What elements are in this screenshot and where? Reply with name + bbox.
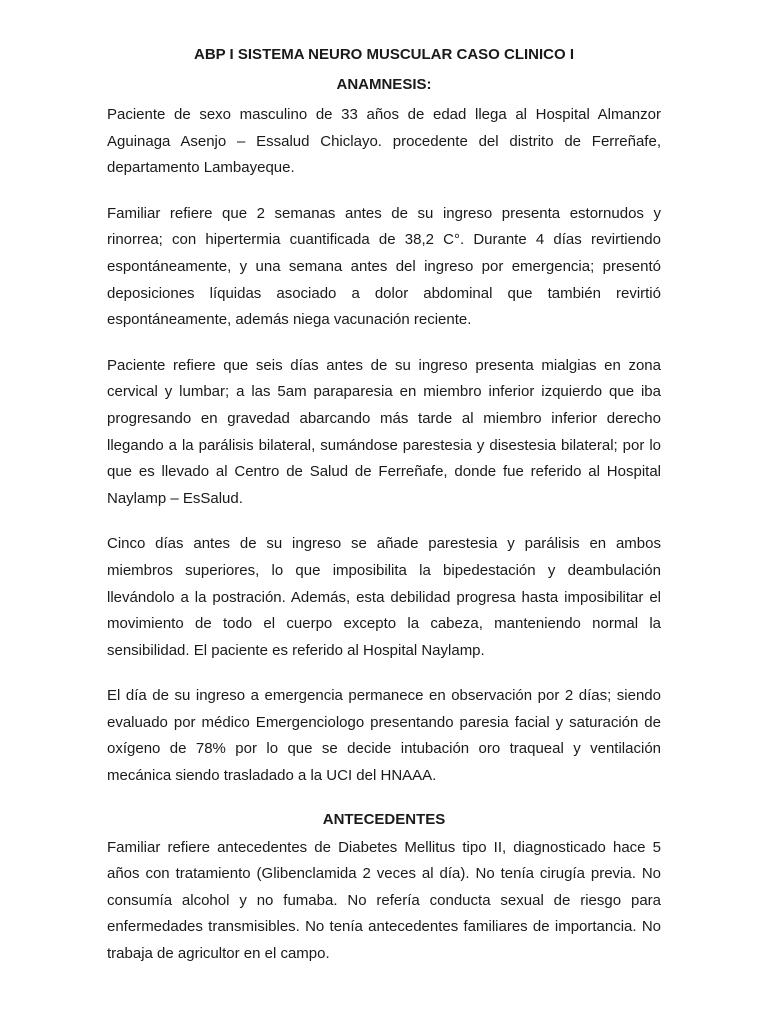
anamnesis-paragraph-1: Paciente de sexo masculino de 33 años de edad llega al Hospital Almanzor Aguinaga Asenjo – Essalud Chiclayo. procedente del distrito de Ferreñafe, departamento Lambayeque. [107, 106, 661, 177]
anamnesis-paragraph-5: El día de su ingreso a emergencia permanece en observación por 2 días; siendo evaluado por médico Emergenciologo presentando paresia facial y saturación de oxígeno de 78% por lo que se decide intubación oro traqueal y ventilación mecánica siendo trasladado a la UCI del HNAAA. [107, 687, 661, 785]
antecedentes-paragraph: Familiar refiere antecedentes de Diabetes Mellitus tipo II, diagnosticado hace 5 años con tratamiento (Glibenclamida 2 veces al día). No tenía cirugía previa. No consumía alcohol y no fumaba. No refería conducta sexual de riesgo para enfermedades transmisibles. No tenía antecedentes familiares de importancia. No trabaja de agricultor en el campo. [107, 838, 661, 963]
document-title: ABP I SISTEMA NEURO MUSCULAR CASO CLINICO I [193, 46, 575, 63]
antecedentes-heading: ANTECEDENTES [322, 810, 446, 828]
anamnesis-paragraph-3: Paciente refiere que seis días antes de su ingreso presenta mialgias en zona cervical y lumbar; a las 5am paraparesia en miembro inferior izquierdo que iba progresando en gravedad abarcando más tarde al miembro inferior derecho llegando a la parálisis bilateral, sumándose parestesia y disestesia bilateral; por lo que es llevado al Centro de Salud de Ferreñafe, donde fue referido al Hospital Naylamp – EsSalud. [107, 356, 661, 507]
anamnesis-paragraph-4: Cinco días antes de su ingreso se añade parestesia y parálisis en ambos miembros superiores, lo que imposibilita la bipedestación y deambulación llevándolo a la postración. Además, esta debilidad progresa hasta imposibilitar el movimiento de todo el cuerpo excepto la cabeza, manteniendo normal la sensibilidad. El paciente es referido al Hospital Naylamp. [107, 535, 661, 659]
anamnesis-paragraph-2: Familiar refiere que 2 semanas antes de su ingreso presenta estornudos y rinorrea; con hipertermia cuantificada de 38,2 C°. Durante 4 días revirtiendo espontáneamente, y una semana antes del ingreso por emergencia; presentó deposiciones líquidas asociado a dolor abdominal que también revirtió espontáneamente, además niega vacunación reciente. [107, 204, 661, 329]
anamnesis-heading: ANAMNESIS: [336, 76, 432, 93]
document-page [107, 44, 661, 968]
